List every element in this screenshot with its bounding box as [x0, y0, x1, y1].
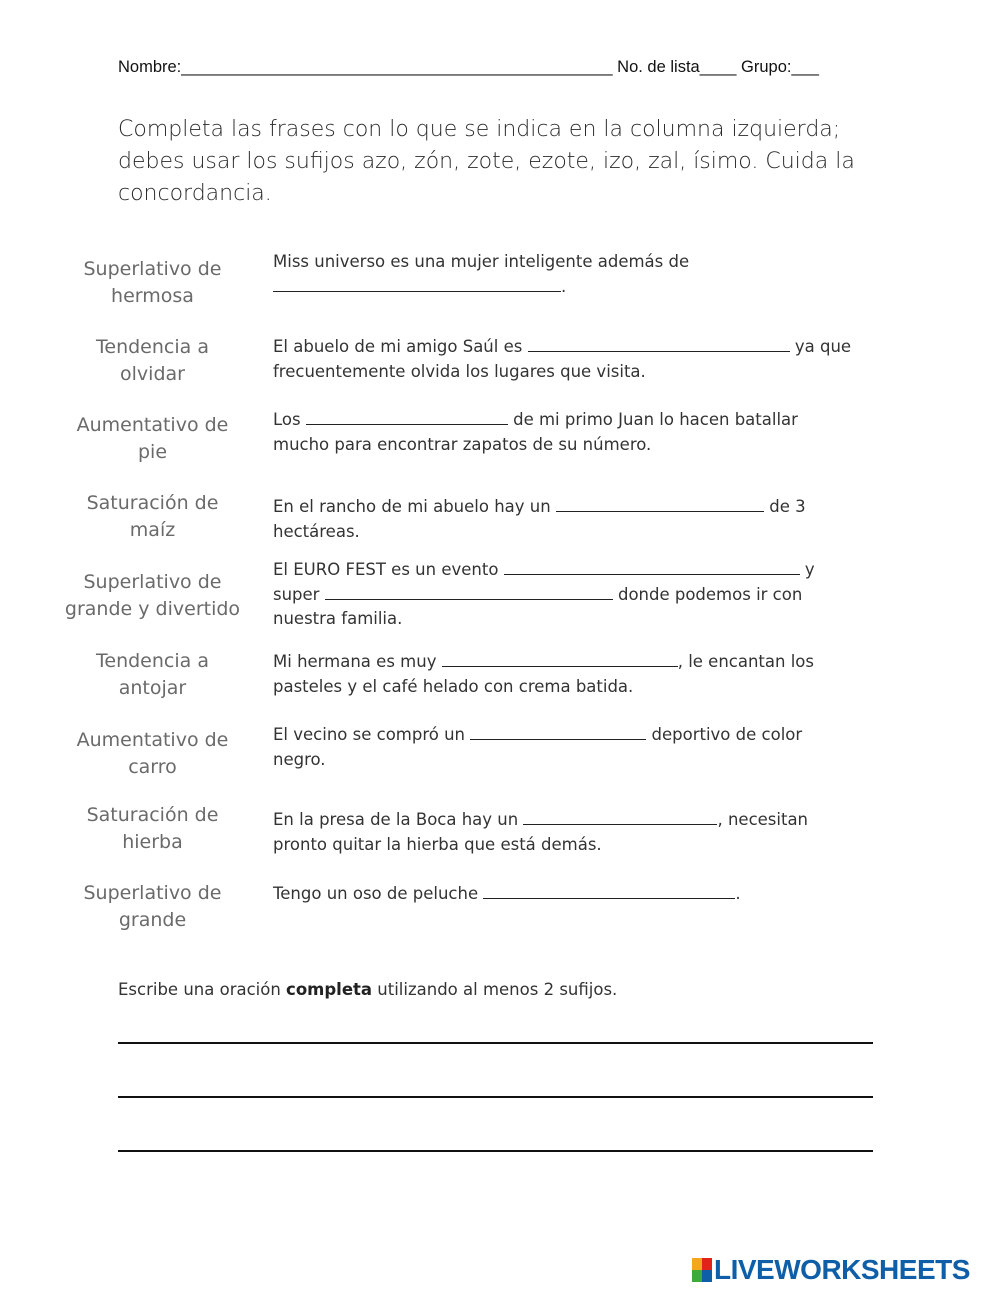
- sentence-7: [273, 723, 858, 772]
- row-label-8: [55, 802, 250, 856]
- sentence-9: [273, 882, 858, 907]
- sentence-3: [273, 408, 858, 457]
- task-text: utilizando al menos 2 sufijos.: [372, 980, 618, 999]
- row-label-line: carro: [128, 756, 177, 778]
- sentence-4: [273, 495, 858, 544]
- sentence-8: [273, 808, 858, 857]
- answer-line-1[interactable]: [118, 1042, 873, 1044]
- row-label-line: Saturación de: [86, 804, 219, 826]
- task-emphasis: completa: [286, 980, 373, 999]
- sentence-text: ya que frecuentemente olvida los lugares que visita.: [273, 337, 852, 381]
- student-info-line: [118, 58, 819, 77]
- sentence-text: deportivo de color negro.: [273, 725, 803, 769]
- row-label-line: Aumentativo de: [76, 729, 229, 751]
- sentence-text: y super: [273, 560, 815, 604]
- row-label-line: antojar: [118, 677, 187, 699]
- lista-blank[interactable]: ____: [699, 58, 737, 76]
- sentence-text: donde podemos ir con nuestra familia.: [273, 584, 803, 628]
- logo-text: LIVEWORKSHEETS: [714, 1254, 970, 1285]
- sentence-text: Tengo un oso de peluche: [273, 884, 479, 903]
- answer-blank[interactable]: [470, 723, 646, 740]
- answer-blank[interactable]: [528, 335, 790, 352]
- liveworksheets-logo: [692, 1254, 970, 1286]
- answer-blank[interactable]: [273, 275, 561, 292]
- answer-blank[interactable]: [523, 808, 717, 825]
- sentence-text: Mi hermana es muy: [273, 652, 437, 671]
- nombre-label: Nombre:: [118, 58, 182, 76]
- liveworksheets-logo-icon: [692, 1258, 712, 1282]
- sentence-6: [273, 650, 858, 699]
- sentence-text: En el rancho de mi abuelo hay un: [273, 497, 551, 516]
- answer-blank[interactable]: [325, 583, 613, 600]
- sentence-text: .: [561, 276, 567, 296]
- answer-line-2[interactable]: [118, 1096, 873, 1098]
- nombre-blank[interactable]: _______________________________________________: [181, 58, 613, 76]
- answer-blank[interactable]: [442, 650, 678, 667]
- row-label-9: [55, 880, 250, 934]
- sentence-text: El EURO FEST es un evento: [273, 560, 499, 579]
- task-text: Escribe una oración: [118, 980, 287, 999]
- answer-blank[interactable]: [504, 558, 800, 575]
- sentence-text: de 3 hectáreas.: [273, 497, 806, 541]
- row-label-line: olvidar: [120, 363, 185, 385]
- row-label-line: Tendencia a: [96, 336, 209, 358]
- answer-line-3[interactable]: [118, 1150, 873, 1152]
- sentence-1: [273, 250, 858, 299]
- row-label-line: hierba: [122, 831, 183, 853]
- row-label-3: [55, 412, 250, 466]
- sentence-text: .: [735, 884, 741, 903]
- row-label-line: Aumentativo de: [76, 414, 229, 436]
- sentence-text: El vecino se compró un: [273, 725, 466, 744]
- row-label-line: hermosa: [111, 285, 194, 307]
- row-label-6: [55, 648, 250, 702]
- sentence-text: En la presa de la Boca hay un: [273, 810, 519, 829]
- row-label-line: grande: [118, 909, 187, 931]
- row-label-2: [55, 334, 250, 388]
- sentence-text: , necesitan pronto quitar la hierba que está demás.: [273, 810, 809, 854]
- instructions: Completa las frases con lo que se indica en la columna izquierda; debes usar los sufijos azo, zón, zote, ezote, izo, zal, ísimo. Cuida la concordancia.: [118, 117, 855, 206]
- sentence-2: [273, 335, 858, 384]
- row-label-5: [55, 569, 250, 623]
- lista-label: No. de lista: [612, 58, 700, 76]
- row-label-line: maíz: [129, 519, 176, 541]
- sentence-text: , le encantan los pasteles y el café helado con crema batida.: [273, 652, 814, 696]
- sentence-text: El abuelo de mi amigo Saúl es: [273, 337, 523, 356]
- sentence-text: Los: [273, 410, 301, 429]
- row-label-line: grande y divertido: [64, 598, 241, 620]
- writing-task: [118, 980, 617, 999]
- row-label-7: [55, 727, 250, 781]
- row-label-line: Tendencia a: [96, 650, 209, 672]
- row-label-line: Superlativo de: [83, 258, 222, 280]
- row-label-4: [55, 490, 250, 544]
- sentence-5: [273, 558, 858, 632]
- row-label-line: pie: [137, 441, 168, 463]
- answer-blank[interactable]: [556, 495, 764, 512]
- row-label-line: Superlativo de: [83, 571, 222, 593]
- row-label-line: Superlativo de: [83, 882, 222, 904]
- grupo-blank[interactable]: ___: [791, 58, 819, 76]
- row-label-line: Saturación de: [86, 492, 219, 514]
- answer-blank[interactable]: [306, 408, 508, 425]
- sentence-text: de mi primo Juan lo hacen batallar mucho para encontrar zapatos de su número.: [273, 410, 798, 454]
- row-label-1: [55, 256, 250, 310]
- answer-blank[interactable]: [483, 882, 735, 899]
- sentence-text: Miss universo es una mujer inteligente además de: [273, 252, 690, 271]
- grupo-label: Grupo:: [736, 58, 792, 76]
